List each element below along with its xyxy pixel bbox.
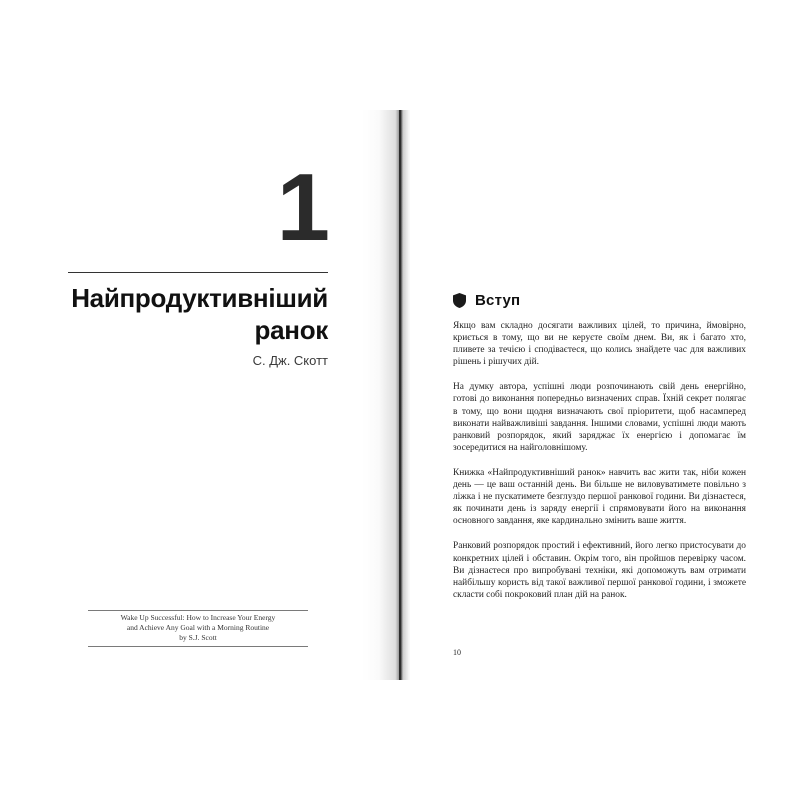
right-page <box>410 0 800 800</box>
left-page <box>0 0 390 800</box>
original-title-rule-bottom <box>88 646 308 647</box>
original-title-line-2: and Achieve Any Goal with a Morning Routine <box>126 623 270 632</box>
chapter-title: Найпродуктивніший ранок <box>71 283 328 345</box>
chapter-number: 1 <box>276 154 328 261</box>
chapter-author: С. Дж. Скотт <box>252 353 328 368</box>
body-text-column <box>453 320 746 614</box>
paragraph: Якщо вам складно досягати важливих цілей, то причина, ймовірно, криється в тому, що ви не керуєте своїм днем. Ви, як і багато хто, пливете за течією і сподіваєтеся, що колись знайдете час для важливих рішень і рішучих дій. <box>453 321 746 368</box>
shield-icon <box>453 293 466 308</box>
section-heading <box>453 292 520 309</box>
book-spine-line <box>399 110 401 680</box>
paragraph: Ранковий розпорядок простий і ефективний, його легко пристосувати до конкретних цілей і обставин. Окрім того, він пройшов перевірку часом. Ви дізнаєтеся про випробувані техніки, які допоможуть вам отримати найбільшу користь від такої важливої першої ранкової години, і зможете скласти собі покроковий план дій на ранок. <box>453 541 746 600</box>
section-title: Вступ <box>475 292 521 309</box>
original-title-rule-top <box>88 610 308 611</box>
chapter-divider-rule <box>68 272 328 273</box>
original-title-line-3: by S.J. Scott <box>179 633 217 642</box>
paragraph: Книжка «Найпродуктивніший ранок» навчить вас жити так, ніби кожен день — це ваш останній день. Ви більше не виловуватимете повільно з ліжка і не пускатимете безглуздо першої ранкової години. Ви дізнаєтеся, як починати день із заряду енергії і спрямовувати його на виконання основного завдання, яке кардинально змінить ваше життя. <box>453 467 746 527</box>
page-number: 10 <box>453 648 461 657</box>
original-title-block <box>78 613 318 643</box>
paragraph: На думку автора, успішні люди розпочинають свій день енергійно, готові до виконання попередньо визначених справ. Їхній секрет полягає в тому, що вони щодня визначають свої пріоритети, щоб насамперед виконати найважливіші завдання. Іншими словами, успішні люди мають ранковий розпорядок, який заряджає їх енергією і допомагає їм зосередитися на найголовнішому. <box>453 382 746 453</box>
original-title-line-1: Wake Up Successful: How to Increase Your Energy <box>120 613 276 622</box>
